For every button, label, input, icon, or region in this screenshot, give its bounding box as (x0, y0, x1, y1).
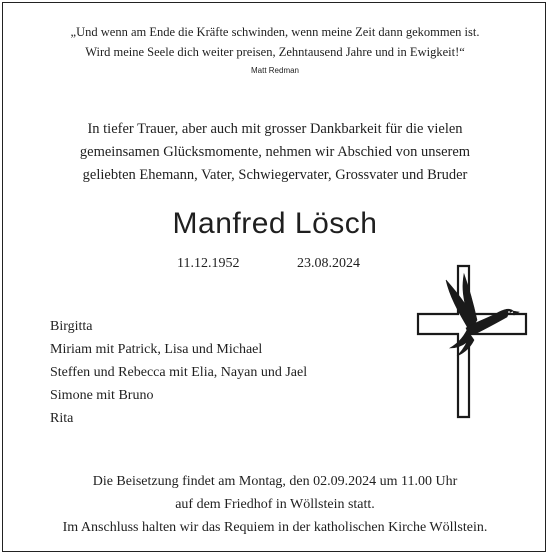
family-member: Rita (50, 411, 74, 426)
family-member: Birgitta (50, 319, 93, 334)
intro-line-1: In tiefer Trauer, aber auch mit grosser Dankbarkeit für die vielen (87, 121, 463, 137)
funeral-line-2: auf dem Friedhof in Wöllstein statt. (175, 497, 375, 512)
cross-with-dove-icon (413, 262, 531, 422)
funeral-line-3: Im Anschluss halten wir das Requiem in der katholischen Kirche Wöllstein. (62, 520, 488, 535)
funeral-info (0, 470, 550, 539)
family-member: Miriam mit Patrick, Lisa und Michael (50, 342, 263, 357)
death-date: 23.08.2024 (297, 256, 360, 271)
deceased-name: Manfred Lösch (172, 207, 378, 240)
family-member: Simone mit Bruno (50, 388, 154, 403)
quote (0, 22, 550, 62)
intro-line-3: geliebten Ehemann, Vater, Schwiegervater, Grossvater und Bruder (82, 167, 468, 183)
family-list (50, 315, 307, 430)
funeral-line-1: Die Beisetzung findet am Montag, den 02.09.2024 um 11.00 Uhr (92, 474, 458, 489)
birth-date: 11.12.1952 (177, 256, 240, 271)
family-member: Steffen und Rebecca mit Elia, Nayan und Jael (50, 365, 308, 380)
quote-author: Matt Redman (250, 66, 300, 75)
intro-text (0, 118, 550, 187)
quote-line-1: „Und wenn am Ende die Kräfte schwinden, wenn meine Zeit dann gekommen ist. (70, 25, 480, 39)
quote-line-2: Wird meine Seele dich weiter preisen, Zehntausend Jahre und in Ewigkeit!“ (85, 45, 465, 59)
intro-line-2: gemeinsamen Glücksmomente, nehmen wir Abschied von unserem (79, 144, 471, 160)
